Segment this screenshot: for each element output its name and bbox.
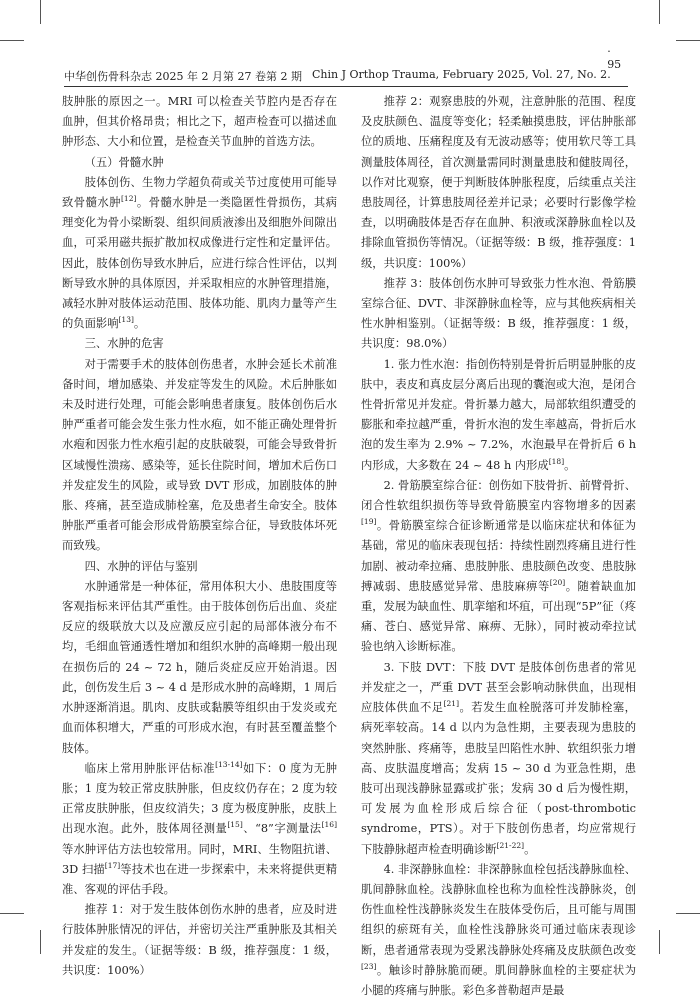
citation-ref: [15]: [227, 820, 243, 830]
crop-mark-top-right-h: [676, 40, 700, 41]
paragraph-text: 临床上常用肿胀评估标准: [84, 761, 216, 775]
left-column: [62, 92, 337, 981]
paragraph-text: 三、水肿的危害: [84, 337, 164, 351]
paragraph-text: 四、水肿的评估与鉴别: [84, 559, 198, 573]
paragraph-text: 。触诊时静脉脆而硬。肌间静脉血栓的主要症状为小腿的疼痛与肿胀。彩色多普勒超声是最: [361, 963, 636, 997]
paragraph: [361, 476, 636, 658]
paragraph-text: 。若发生血栓脱落可并发肺栓塞，病死率较高。14 d 以内为急性期，主要表现为患肢的突然肿胀、疼痛等，患肢呈凹陷性水肿、软组织张力增高、皮肤温度增高；发病 15 ~ 30 d 为亚急性期，患肢可出现浅静脉显露或扩张；发病 30 d 后为慢性期，可发展为血栓形成后综合征（post-thrombotic syndrome，PTS）。对于下肢创伤患者，均应常规行下肢静脉超声检查明确诊断: [361, 701, 636, 856]
citation-ref: [17]: [104, 860, 121, 870]
crop-mark-bottom-left-h: [0, 913, 24, 914]
crop-mark-top-right-v: [659, 0, 660, 24]
paragraph: [62, 759, 337, 900]
citation-ref: [18]: [548, 456, 565, 466]
paragraph-text: 如下：0 度为无肿胀；1 度为较正常皮肤肿胀，但皮纹仍存在；2 度为较正常皮肤肿胀，但皮纹消失；3 度为极度肿胀，皮肤上出现水泡。此外，肢体周径测量: [62, 761, 337, 836]
citation-ref: [20]: [549, 578, 566, 588]
citation-ref: [12]: [121, 194, 137, 204]
journal-citation: [64, 68, 607, 84]
header-rule: [64, 86, 628, 87]
citation-ref: [13]: [118, 315, 134, 325]
paragraph-text: 推荐 2：观察患肢的外观，注意肿胀的范围、程度及皮肤颜色、温度等变化；轻柔触摸患肢，评估肿胀部位的质地、压痛程度及有无波动感等；使用软尺等工具测量肢体周径，首次测量需同时测量患肢和健肢周径，以作对比观察，便于判断肢体肿胀程度，后续重点关注患肢周径，计算患肢周径差并记录；必要时行影像学检查，以明确肢体是否存在血肿、积液或深静脉血栓以及排除血管损伤等情况。（证据等级：B 级，推荐强度：1 级，共识度：100%）: [361, 95, 636, 270]
citation-ref: [21]: [443, 699, 459, 709]
paragraph-text: 肢体创伤、生物力学超负荷或关节过度使用可能导致骨髓水肿: [62, 175, 337, 210]
paragraph: [62, 355, 337, 557]
paragraph-text: 2. 骨筋膜室综合征：创伤如下肢骨折、前臂骨折、闭合性软组织损伤等导致骨筋膜室内容物增多的因素: [361, 478, 636, 513]
paragraph: [361, 355, 636, 476]
paragraph-text: 。: [133, 317, 146, 331]
crop-mark-top-left-v: [40, 0, 41, 24]
journal-title-en: Chin J Orthop Trauma, February 2025, Vol. 27, No. 2: [311, 68, 608, 81]
page-number: · 95 ·: [607, 45, 622, 84]
paragraph: [62, 577, 337, 759]
paragraph: [62, 92, 337, 153]
paragraph-text: 。骨髓水肿是一类隐匿性骨损伤，其病理变化为骨小梁断裂、组织间质液渗出及细胞外间隙出血，可采用磁共振扩散加权成像进行定性和定量评估。因此，肢体创伤导致水肿后，应进行综合性评估，以判断导致水肿的具体原因，并采取相应的水肿管理措施，减轻水肿对肢体运动范围、肢体功能、肌肉力量等产生的负面影响: [62, 196, 337, 331]
paragraph-text: 。骨筋膜室综合征诊断通常是以临床症状和体征为基础，常见的临床表现包括：持续性剧烈疼痛且进行性加剧、被动牵拉痛、患肢肿胀、患肢颜色改变、患肢脉搏减弱、患肢感觉异常、患肢麻痹等: [361, 519, 636, 593]
paragraph-text: 4. 非深静脉血栓：非深静脉血栓包括浅静脉血栓、肌间静脉血栓。浅静脉血栓也称为血栓性浅静脉炎，创伤性血栓性浅静脉炎发生在肢体受伤后，且可能与周围组织的瘀斑有关，血栓性浅静脉炎可通过临床表现诊断，患者通常表现为受累浅静脉处疼痛及皮肤颜色改变: [361, 862, 636, 957]
right-column: [361, 92, 636, 1001]
journal-title-cn: 中华创伤骨科杂志 2025 年 2 月第 27 卷第 2 期: [64, 70, 302, 83]
citation-ref: [13-14]: [215, 759, 243, 769]
crop-mark-bottom-right-h: [676, 913, 700, 914]
crop-mark-bottom-left-v: [40, 930, 41, 954]
paragraph-text: 等水肿评估方法也较常用。同时，MRI、生物阻抗谱、3D 扫描: [62, 842, 337, 876]
paragraph-text: 。随着缺血加重，发展为缺血性、肌挛缩和坏疽，可出现“5P”征（疼痛、苍白、感觉异常、麻痹、无脉），同时被动牵拉试验也纳入诊断标准。: [361, 579, 636, 654]
paragraph-text: 肢肿胀的原因之一。MRI 可以检查关节腔内是否存在血肿，但其价格昂贵；相比之下，超声检查可以描述血肿形态、大小和位置，是检查关节血肿的首选方法。: [62, 95, 337, 149]
paragraph-text: 3. 下肢 DVT：下肢 DVT 是肢体创伤患者的常见并发症之一，严重 DVT 甚至会影响动脉供血，出现相应肢体供血不足: [361, 660, 636, 715]
section-heading: [62, 334, 337, 354]
crop-mark-top-left-h: [0, 40, 24, 41]
citation-ref: [19]: [361, 517, 377, 527]
citation-ref: [23]: [361, 961, 377, 971]
section-heading: [62, 153, 337, 173]
crop-mark-bottom-right-v: [659, 930, 660, 954]
paragraph-text: 。: [564, 458, 576, 472]
paragraph: [62, 900, 337, 981]
paragraph-text: 推荐 3：肢体创伤水肿可导致张力性水泡、骨筋膜室综合征、DVT、非深静脉血栓等，应与其他疾病相关性水肿相鉴别。（证据等级：B 级，推荐强度：1 级，共识度：98.0%）: [361, 276, 636, 351]
running-header: [64, 45, 628, 84]
paragraph-text: 。: [524, 842, 536, 856]
paragraph: [361, 92, 636, 274]
section-heading: [62, 557, 337, 577]
paragraph-text: 、“8”字测量法: [242, 822, 322, 836]
paragraph: [62, 173, 337, 335]
paragraph-text: 1. 张力性水泡：指创伤特别是骨折后明显肿胀的皮肤中，表皮和真皮层分离后出现的囊泡或大泡，是闭合性骨折常见并发症。骨折暴力越大，局部软组织遭受的膨胀和牵拉越严重，骨折水泡的发生率越高，骨折后水泡的发生率为 2.9% ~ 7.2%，水泡最早在骨折后 6 h 内形成，大多数在 24 ~ 48 h 内形成: [361, 357, 636, 472]
paragraph-text: 水肿通常是一种体征，常用体积大小、患肢围度等客观指标来评估其严重性。由于肢体创伤后出血、炎症反应的级联放大以及应激反应引起的局部体液分布不均，毛细血管通透性增加和组织水肿的高峰期一般出现在损伤后的 24 ~ 72 h，随后炎症反应开始消退。因此，创伤发生后 3 ~ 4 d 是形成水肿的高峰期，1 周后水肿逐渐消退。肌肉、皮肤或黏膜等组织由于发炎或充血而体积增大，严重的可形成水泡，有时甚至覆盖整个肢体。: [62, 579, 337, 755]
paragraph-text: 推荐 1：对于发生肢体创伤水肿的患者，应及时进行肢体肿胀情况的评估，并密切关注严重肿胀及其相关并发症的发生。（证据等级：B 级，推荐强度：1 级，共识度：100%）: [62, 903, 337, 977]
citation-ref: [16]: [321, 820, 337, 830]
paragraph: [361, 860, 636, 1001]
paragraph: [361, 274, 636, 355]
paragraph-text: （五）骨髓水肿: [84, 155, 164, 169]
paragraph: [361, 658, 636, 860]
paragraph-text: 等技术也在进一步探索中，未来将提供更精准、客观的评估手段。: [62, 862, 337, 896]
paragraph-text: 对于需要手术的肢体创伤患者，水肿会延长术前准备时间，增加感染、并发症等发生的风险。术后肿胀如未及时进行处理，可能会影响患者康复。肢体创伤后水肿严重者可能会发生张力性水疱，如不能正确处理骨折水疱和因张力性水疱引起的皮肤破裂，可能会导致骨折区域慢性溃疡、感染等，延长住院时间，增加术后伤口并发症发生的风险，或导致 DVT 形成，加剧肢体的肿胀、疼痛，甚至造成肺栓塞，危及患者生命安全。肢体肿胀严重者可能会形成骨筋膜室综合征，导致肢体坏死而致残。: [62, 357, 337, 553]
citation-ref: [21-22]: [496, 840, 525, 850]
